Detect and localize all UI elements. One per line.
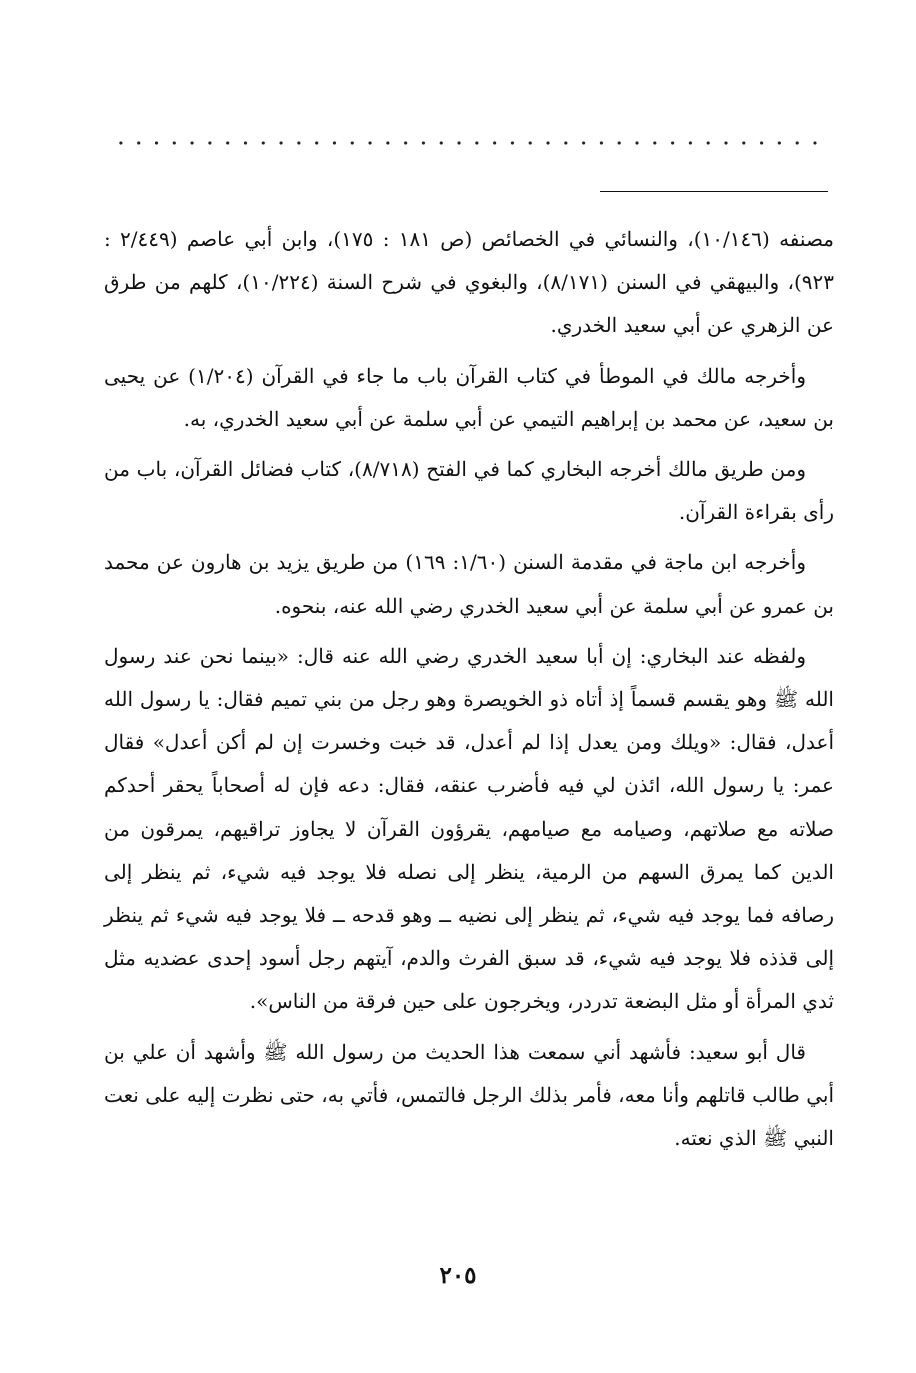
footnote-paragraph: وأخرجه ابن ماجة في مقدمة السنن (١/٦٠: ١٦٩) من طريق يزيد بن هارون عن محمد بن عمرو عن أبي سلمة عن أبي سعيد الخدري رضي الله عنه، بنحوه. xyxy=(104,550,834,618)
footnote-paragraph: ومن طريق مالك أخرجه البخاري كما في الفتح (٨/٧١٨)، كتاب فضائل القرآن، باب من رأى بقراءة القرآن. xyxy=(104,457,834,525)
page-number: ٢٠٥ xyxy=(439,1262,477,1289)
footnote-text-block xyxy=(104,218,834,1167)
footnote-rule xyxy=(600,191,828,192)
footnote-paragraph: ولفظه عند البخاري: إن أبا سعيد الخدري رضي الله عنه قال: «بينما نحن عند رسول الله ﷺ وهو يقسم قسماً إذ أتاه ذو الخويصرة وهو رجل من بني تميم فقال: يا رسول الله أعدل، فقال: «ويلك ومن يعدل إذا لم أعدل، قد خبت وخسرت إن لم أكن أعدل» فقال عمر: يا رسول الله، ائذن لي فيه فأضرب عنقه، فقال: دعه فإن له أصحاباً يحقر أحدكم صلاته مع صلاتهم، وصيامه مع صيامهم، يقرؤون القرآن لا يجاوز تراقيهم، يمرقون من الدين كما يمرق السهم من الرمية، ينظر إلى نصله فلا يوجد فيه شيء، ثم ينظر إلى رصافه فما يوجد فيه شيء، ثم ينظر إلى نضيه ــ وهو قدحه ــ فلا يوجد فيه شيء ثم ينظر إلى قذذه فلا يوجد فيه شيء، قد سبق الفرث والدم، آيتهم رجل أسود إحدى عضديه مثل ثدي المرأة أو مثل البضعة تدردر، ويخرجون على حين فرقة من الناس». xyxy=(104,643,834,1014)
footnote-paragraph: قال أبو سعيد: فأشهد أني سمعت هذا الحديث من رسول الله ﷺ وأشهد أن علي بن أبي طالب قاتلهم وأنا معه، فأمر بذلك الرجل فالتمس، فأتي به، حتى نظرت إليه على نعت النبي ﷺ الذي نعته. xyxy=(104,1039,834,1151)
footnote-paragraph: وأخرجه مالك في الموطأ في كتاب القرآن باب ما جاء في القرآن (١/٢٠٤) عن يحيى بن سعيد، عن محمد بن إبراهيم التيمي عن أبي سلمة عن أبي سعيد الخدري، به. xyxy=(104,363,834,431)
footnote-paragraph: مصنفه (١٠/١٤٦)، والنسائي في الخصائص (ص ١٨١ : ١٧٥)، وابن أبي عاصم (٢/٤٤٩ : ٩٢٣)، والبيهقي في السنن (٨/١٧١)، والبغوي في شرح السنة (١٠/٢٢٤)، كلهم من طرق عن الزهري عن أبي سعيد الخدري. xyxy=(104,227,835,338)
dotted-separator xyxy=(112,138,824,148)
